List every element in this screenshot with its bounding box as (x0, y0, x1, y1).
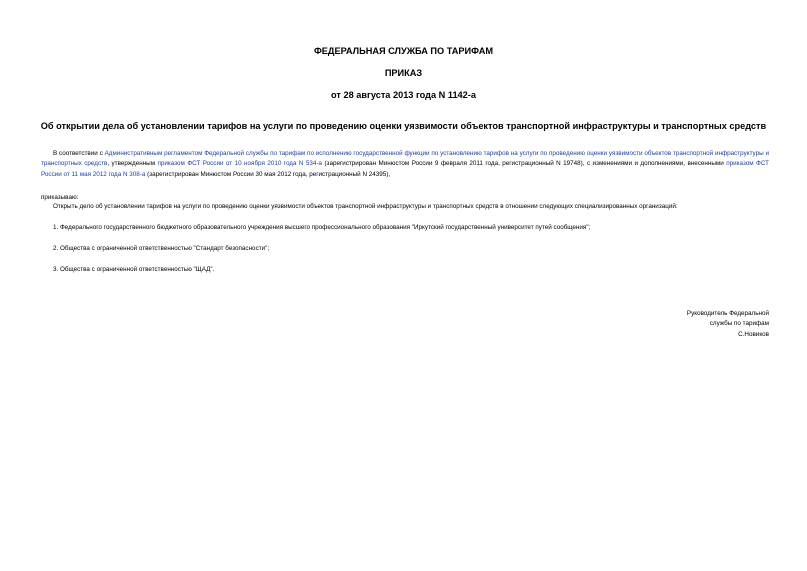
list-item: 3. Общества с ограниченной ответственностью "ЩАД". (53, 266, 215, 273)
list-item: 1. Федерального государственного бюджетного образовательного учреждения высшего профессионального образования "Иркутский государственный университет путей сообщения"; (53, 224, 591, 231)
order-534-link[interactable]: приказом ФСТ России от 10 ноября 2010 года N 534-а (157, 160, 323, 168)
agency-name: ФЕДЕРАЛЬНАЯ СЛУЖБА ПО ТАРИФАМ (313, 46, 494, 56)
signature-position-line-2: службы по тарифам (709, 320, 769, 328)
intro-text-2: , утвержденным (107, 160, 158, 168)
document-type: ПРИКАЗ (384, 68, 423, 78)
signature-position-line-1: Руководитель Федеральной (686, 310, 769, 317)
regulation-link[interactable]: Административным регламентом Федеральной службы по тарифам по исполнению государственной функции по установлению тарифов на услуги по проведению оценки уязвимости объектов транспортной инфраструктуры и транспортных средств (41, 150, 769, 168)
list-item: 2. Общества с ограниченной ответственностью "Стандарт безопасности"; (53, 245, 270, 252)
document-date-number: от 28 августа 2013 года N 1142-а (331, 90, 476, 100)
document-title: Об открытии дела об установлении тарифов на услуги по проведению оценки уязвимости объектов транспортной инфраструктуры и транспортных средств (40, 121, 767, 131)
intro-text-1: В соответствии с (53, 150, 105, 157)
orders-word: приказываю: (41, 194, 79, 201)
signature-name: С.Новиков (738, 330, 769, 338)
intro-text-3: (зарегистрирован Минюстом России 9 февраля 2011 года, регистрационный N 19748), с изменениями и дополнениями, внесенными (322, 160, 727, 168)
signature-block (687, 309, 769, 340)
intro-paragraph (41, 149, 769, 180)
open-case-paragraph: Открыть дело об установлении тарифов на услуги по проведению оценки уязвимости объектов транспортной инфраструктуры и транспортных средств в отношении следующих специализированных организаций: (53, 203, 678, 210)
intro-text-4: (зарегистрирован Минюстом России 30 мая 2012 года, регистрационный N 24395), (145, 170, 391, 178)
order-308-link[interactable]: приказом ФСТ России от 11 мая 2012 года N 308-а (41, 160, 769, 178)
